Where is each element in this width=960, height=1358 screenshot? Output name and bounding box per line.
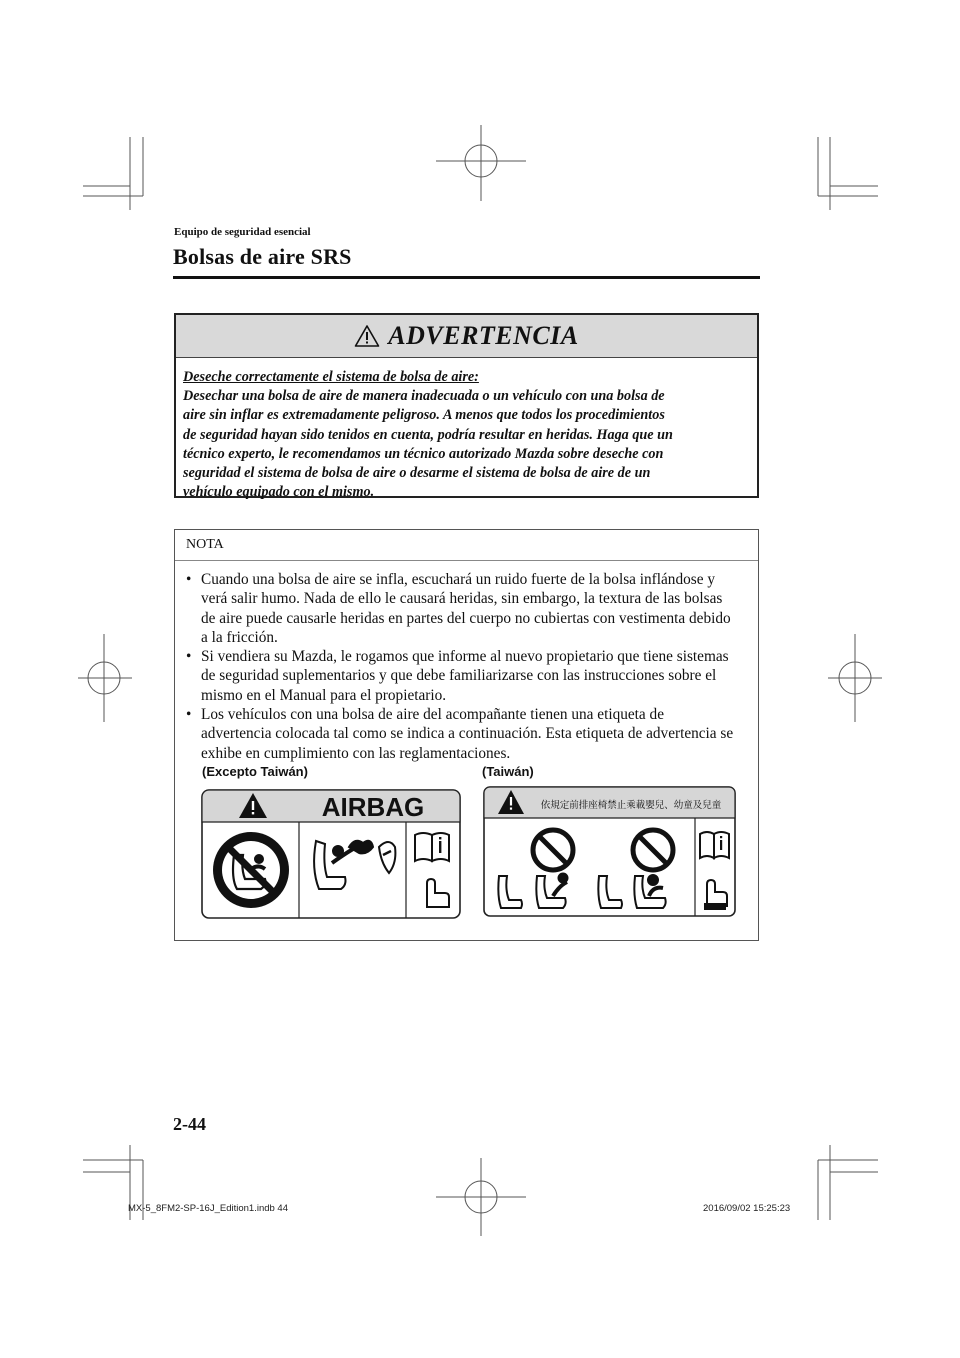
note-line: a la fricción. [201,628,278,646]
label-caption-excepto-taiwan: (Excepto Taiwán) [202,764,308,779]
airbag-label-taiwan [483,786,736,917]
note-line: advertencia colocada tal como se indica a continuación. Esta etiqueta de advertencia se [201,725,734,743]
airbag-banner-text: AIRBAG [321,792,425,822]
note-list [175,561,758,763]
list-item [185,705,750,763]
note-line: verá salir humo. Nada de ello le causará heridas, sin embargo, la textura de las bolsas [201,590,723,608]
warning-line: Desechar una bolsa de aire de manera inadecuada o un vehículo con una bolsa de [183,388,665,405]
warning-line: seguridad el sistema de bolsa de aire o desarme el sistema de bolsa de aire de un [183,465,651,482]
warning-line: técnico experto, le recomendamos un técnico autorizado Mazda sobre deseche con [183,445,664,462]
bullet: • [186,648,192,666]
warning-heading: ADVERTENCIA [388,321,579,350]
list-item [185,647,750,705]
warning-triangle-icon [354,324,380,348]
note-line: Si vendiera su Mazda, le rogamos que informe al nuevo propietario que tiene sistemas [201,648,729,666]
warning-header [176,315,757,358]
footer-timestamp: 2016/09/02 15:25:23 [703,1203,791,1214]
warning-subtitle: Deseche correctamente el sistema de bolsa de aire: [183,369,479,385]
label-caption-taiwan: (Taiwán) [482,764,534,779]
airbag-label-excepto-taiwan [201,789,461,919]
taiwan-banner-text: 依規定前排座椅禁止乘載嬰兒、幼童及兒童 [540,800,722,811]
page-number: 2-44 [173,1114,206,1134]
note-line: mismo en el Manual para el propietario. [201,686,447,704]
note-line: exhibe en cumplimiento con las reglamentaciones. [201,744,511,762]
note-line: de aire puede causarle heridas en partes del cuerpo no cubiertas con vestimenta debido [201,609,731,627]
section-label: Equipo de seguridad esencial [174,226,311,238]
warning-text [176,358,757,502]
page-title: Bolsas de aire SRS [173,244,352,269]
note-line: de seguridad suplementarios y que debe familiarizarse con las instrucciones sobre el [201,667,717,685]
note-heading: NOTA [175,530,758,561]
note-line: Los vehículos con una bolsa de aire del acompañante tienen una etiqueta de [201,706,664,724]
bullet: • [186,706,192,724]
warning-box [174,313,759,501]
bullet: • [186,571,192,588]
warning-line: vehículo equipado con el mismo. [183,484,375,501]
no-rear-facing-child-seat-icon [213,832,289,908]
note-line: Cuando una bolsa de aire se infla, escuchará un ruido fuerte de la bolsa inflándose y [201,571,715,588]
footer-file-info: MX-5_8FM2-SP-16J_Edition1.indb 44 [128,1203,289,1214]
title-divider [173,276,760,279]
warning-line: aire sin inflar es extremadamente peligroso. A menos que todos los procedimientos [183,407,665,424]
warning-line: de seguridad hayan sido tenidos en cuenta, podría resultar en heridas. Haga que un [183,426,673,443]
list-item [185,570,750,647]
